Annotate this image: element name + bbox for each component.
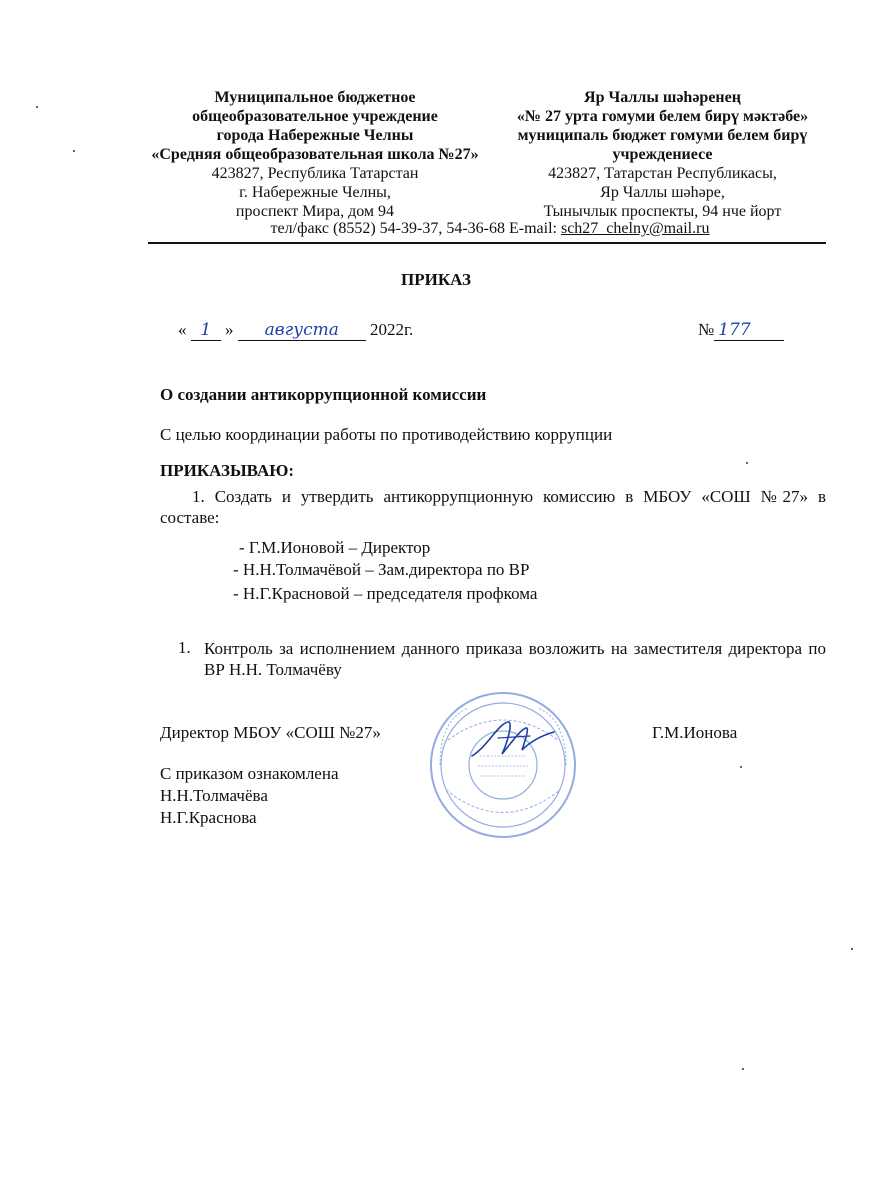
org-name-line-2: общеобразовательное учреждение: [192, 108, 438, 125]
org-address-tatar-line-1: 423827, Татарстан Республикасы,: [548, 165, 777, 182]
org-address-line-2: г. Набережные Челны,: [239, 184, 391, 201]
commission-member: - Н.Г.Красновой – председателя профкома: [233, 584, 538, 603]
acknowledged-person: Н.Н.Толмачёва: [160, 786, 268, 805]
contact-line: [210, 220, 770, 238]
header-divider: [148, 242, 826, 244]
scan-speck: [851, 948, 853, 950]
order-subject: О создании антикоррупционной комиссии: [160, 385, 487, 404]
order-item-1: 1. Создать и утвердить антикоррупционную комиссию в МБОУ «СОШ №27» в составе:: [160, 487, 826, 527]
org-address-line-1: 423827, Республика Татарстан: [211, 165, 419, 182]
org-name-tatar-line-1: Яр Чаллы шәһәренең: [584, 89, 741, 106]
date-month: августа: [238, 320, 366, 341]
commission-member: - Г.М.Ионовой – Директор: [239, 538, 431, 557]
signatory-name: Г.М.Ионова: [652, 723, 738, 742]
order-directive: ПРИКАЗЫВАЮ:: [160, 461, 295, 480]
order-preamble: С целью координации работы по противодействию коррупции: [160, 425, 613, 444]
scan-speck: [36, 106, 38, 108]
document-title: ПРИКАЗ: [401, 270, 471, 289]
org-address-tatar-line-3: Тынычлык проспекты, 94 нче йорт: [543, 203, 782, 220]
org-name-tatar-line-3: муниципаль бюджет гомуми белем бирү: [517, 127, 808, 144]
director-signature: [468, 716, 558, 766]
org-name-line-4: «Средняя общеобразовательная школа №27»: [151, 146, 479, 163]
org-address-tatar-line-2: Яр Чаллы шәһәре,: [600, 184, 725, 201]
org-name-line-1: Муниципальное бюджетное: [214, 89, 416, 106]
org-name-tatar-line-4: учреждениесе: [612, 146, 713, 163]
scan-speck: [73, 150, 75, 152]
scan-speck: [746, 462, 748, 464]
scan-speck: [742, 1068, 744, 1070]
order-date: [178, 320, 413, 341]
date-quote-close: »: [225, 320, 234, 339]
order-item-2-number: 1.: [178, 638, 191, 657]
contact-phone: тел/факс (8552) 54-39-37, 54-36-68 E-mail:: [270, 220, 561, 237]
acknowledged-person: Н.Г.Краснова: [160, 808, 257, 827]
order-number: [698, 320, 784, 341]
email-link[interactable]: sch27_chelny@mail.ru: [560, 220, 710, 237]
order-item-2: Контроль за исполнением данного приказа возложить на заместителя директора по ВР Н.Н. Толмачёву: [204, 639, 826, 679]
scan-speck: [740, 766, 742, 768]
acknowledgment-label: С приказом ознакомлена: [160, 764, 339, 783]
org-address-line-3: проспект Мира, дом 94: [235, 203, 395, 220]
signatory-role: Директор МБОУ «СОШ №27»: [160, 723, 381, 742]
date-year: 2022г.: [370, 320, 414, 339]
header-left-block: [130, 88, 500, 221]
date-day: 1: [191, 320, 221, 341]
org-name-tatar-line-2: «№ 27 урта гомуми белем бирү мәктәбе»: [516, 108, 809, 125]
date-quote-open: «: [178, 320, 187, 339]
org-name-line-3: города Набережные Челны: [216, 127, 414, 144]
order-number-value: 177: [714, 320, 784, 341]
commission-member: - Н.Н.Толмачёвой – Зам.директора по ВР: [233, 560, 530, 579]
header-right-block: [500, 88, 825, 221]
order-number-prefix: №: [698, 320, 715, 339]
